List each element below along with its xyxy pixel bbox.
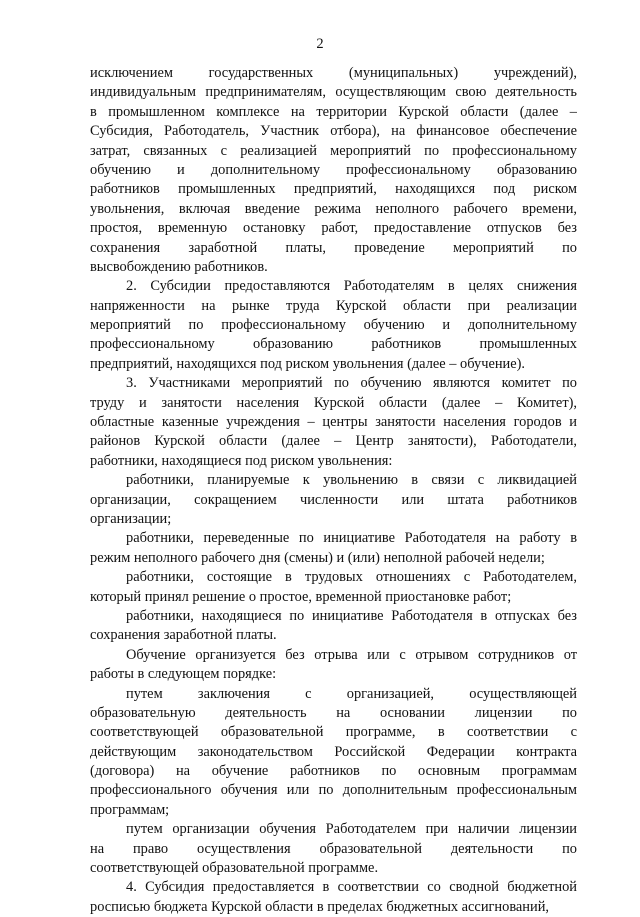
text-line: 3. Участниками мероприятий по обучению являются комитет по [126, 375, 577, 392]
text-line: труду и занятости населения Курской области (далее – Комитет), [90, 394, 577, 411]
text-line: увольнения, включая введение режима неполного рабочего времени, [90, 200, 577, 217]
paragraph [90, 471, 577, 529]
text-line: соответствующей образовательной программе. [90, 860, 379, 877]
document-body [90, 64, 577, 917]
text-line: работники, переведенные по инициативе Работодателя на работу в [126, 530, 577, 547]
text-line: организации, сокращением численности или штата работников [90, 491, 577, 508]
paragraph [90, 529, 577, 568]
paragraph [90, 374, 577, 471]
text-line: программам; [90, 801, 170, 818]
paragraph [90, 64, 577, 277]
text-line: предприятий, находящихся под риском увольнения (далее – обучение). [90, 355, 526, 372]
text-line: (договора) на обучение работников по основным программам [90, 763, 577, 780]
text-line: образовательную деятельность на основании лицензии по [90, 704, 577, 721]
text-line: путем заключения с организацией, осуществляющей [126, 685, 577, 702]
text-line: обучению и дополнительному профессиональному образованию [90, 161, 577, 178]
text-line: мероприятий по профессиональному обучению и дополнительному [90, 317, 577, 334]
text-line: режим неполного рабочего дня (смены) и (или) неполной рабочей недели; [90, 549, 545, 566]
text-line: работников промышленных предприятий, находящихся под риском [90, 181, 577, 198]
page-number: 2 [316, 36, 324, 52]
paragraph [90, 277, 577, 374]
text-line: исключением государственных (муниципальных) учреждений), [90, 65, 577, 81]
text-line: организации; [90, 510, 172, 527]
text-line: 2. Субсидии предоставляются Работодателям в целях снижения [126, 278, 577, 295]
paragraph [90, 568, 577, 607]
text-line: районов Курской области (далее – Центр занятости), Работодатели, [90, 433, 577, 450]
text-line: Обучение организуется без отрыва или с отрывом сотрудников от [126, 646, 577, 663]
text-line: работы в следующем порядке: [90, 666, 277, 683]
text-line: Субсидия, Работодатель, Участник отбора), на финансовое обеспечение [90, 123, 577, 140]
text-line: сохранения заработной платы, проведение мероприятий по [90, 239, 577, 256]
text-line: на право осуществления образовательной деятельности по [90, 840, 577, 857]
text-line: областные казенные учреждения – центры занятости населения городов и [90, 414, 577, 431]
text-line: затрат, связанных с реализацией мероприятий по профессиональному [90, 142, 577, 159]
text-line: действующим законодательством Российской Федерации контракта [90, 743, 577, 760]
paragraph [90, 607, 577, 646]
paragraph [90, 820, 577, 878]
text-line: в промышленном комплексе на территории Курской области (далее – [90, 103, 577, 120]
paragraph [90, 646, 577, 685]
text-line: работники, находящиеся под риском увольнения: [90, 452, 393, 469]
text-line: путем организации обучения Работодателем при наличии лицензии [126, 821, 577, 838]
text-line: профессиональному образованию работников промышленных [90, 336, 577, 353]
text-line: сохранения заработной платы. [90, 627, 277, 644]
text-line: работники, находящиеся по инициативе Работодателя в отпусках без [126, 607, 577, 624]
paragraph [90, 685, 577, 821]
text-line: простоя, временную остановку работ, предоставление отпусков без [90, 220, 577, 237]
text-line: 4. Субсидия предоставляется в соответствии со сводной бюджетной [126, 879, 577, 896]
text-line: напряженности на рынке труда Курской области при реализации [90, 297, 577, 314]
text-line: работники, планируемые к увольнению в связи с ликвидацией [126, 472, 577, 489]
text-line: работники, состоящие в трудовых отношениях с Работодателем, [126, 569, 577, 586]
paragraph [90, 878, 577, 917]
text-line: который принял решение о простое, временной приостановке работ; [90, 588, 512, 605]
text-line: росписью бюджета Курской области в пределах бюджетных ассигнований, [90, 898, 550, 915]
text-line: профессионального обучения или по дополнительным профессиональным [90, 782, 577, 799]
text-line: индивидуальным предпринимателям, осуществляющим свою деятельность [90, 84, 577, 101]
text-line: соответствующей образовательной программе, в соответствии с [90, 724, 577, 741]
text-line: высвобождению работников. [90, 258, 268, 275]
